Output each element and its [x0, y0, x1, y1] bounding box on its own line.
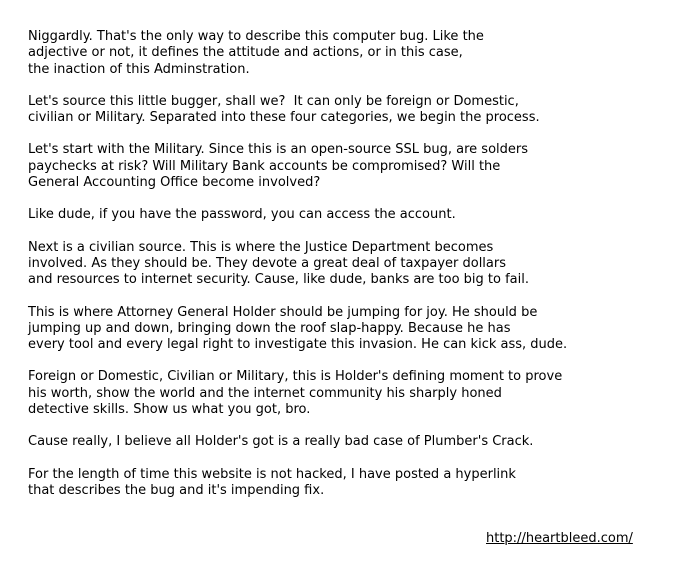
paragraph-line: This is where Attorney General Holder should be jumping for joy. He should be	[28, 304, 538, 320]
paragraph-line: that describes the bug and it's impending fix.	[28, 482, 325, 498]
paragraph-2	[28, 94, 668, 127]
paragraph-line: Cause really, I believe all Holder's got is a really bad case of Plumber's Crack.	[28, 434, 534, 450]
paragraph-line: paychecks at risk? Will Military Bank accounts be compromised? Will the	[28, 158, 501, 174]
paragraph-line: and resources to internet security. Cause, like dude, banks are too big to fail.	[28, 272, 530, 288]
paragraph-line: adjective or not, it defines the attitude and actions, or in this case,	[28, 45, 463, 61]
paragraph-line: General Accounting Office become involved?	[28, 175, 321, 191]
paragraph-line: involved. As they should be. They devote a great deal of taxpayer dollars	[28, 255, 507, 271]
paragraph-3	[28, 142, 668, 191]
paragraph-6	[28, 305, 668, 354]
paragraph-line: every tool and every legal right to investigate this invasion. He can kick ass, dude.	[28, 337, 568, 353]
paragraph-line: Like dude, if you have the password, you can access the account.	[28, 207, 456, 223]
paragraph-line: detective skills. Show us what you got, bro.	[28, 402, 311, 418]
paragraph-line: Foreign or Domestic, Civilian or Military, this is Holder's defining moment to prove	[28, 369, 563, 385]
paragraph-8	[28, 434, 668, 450]
paragraph-5	[28, 240, 668, 289]
paragraph-4	[28, 207, 668, 223]
paragraph-line: Let's start with the Military. Since this is an open-source SSL bug, are solders	[28, 142, 529, 158]
paragraph-line: Next is a civilian source. This is where the Justice Department becomes	[28, 239, 494, 255]
paragraph-line: Let's source this little bugger, shall we? It can only be foreign or Domestic,	[28, 93, 519, 109]
paragraph-line: jumping up and down, bringing down the roof slap-happy. Because he has	[28, 320, 511, 336]
article-body	[28, 29, 668, 515]
paragraph-line: Niggardly. That's the only way to describe this computer bug. Like the	[28, 29, 484, 44]
paragraph-line: civilian or Military. Separated into these four categories, we begin the process.	[28, 110, 540, 126]
paragraph-line: the inaction of this Adminstration.	[28, 61, 250, 77]
paragraph-line: his worth, show the world and the internet community his sharply honed	[28, 385, 502, 401]
paragraph-line: For the length of time this website is not hacked, I have posted a hyperlink	[28, 466, 516, 482]
paragraph-1	[28, 29, 668, 78]
paragraph-9	[28, 467, 668, 500]
heartbleed-link[interactable]: http://heartbleed.com/	[486, 531, 633, 546]
paragraph-7	[28, 369, 668, 418]
